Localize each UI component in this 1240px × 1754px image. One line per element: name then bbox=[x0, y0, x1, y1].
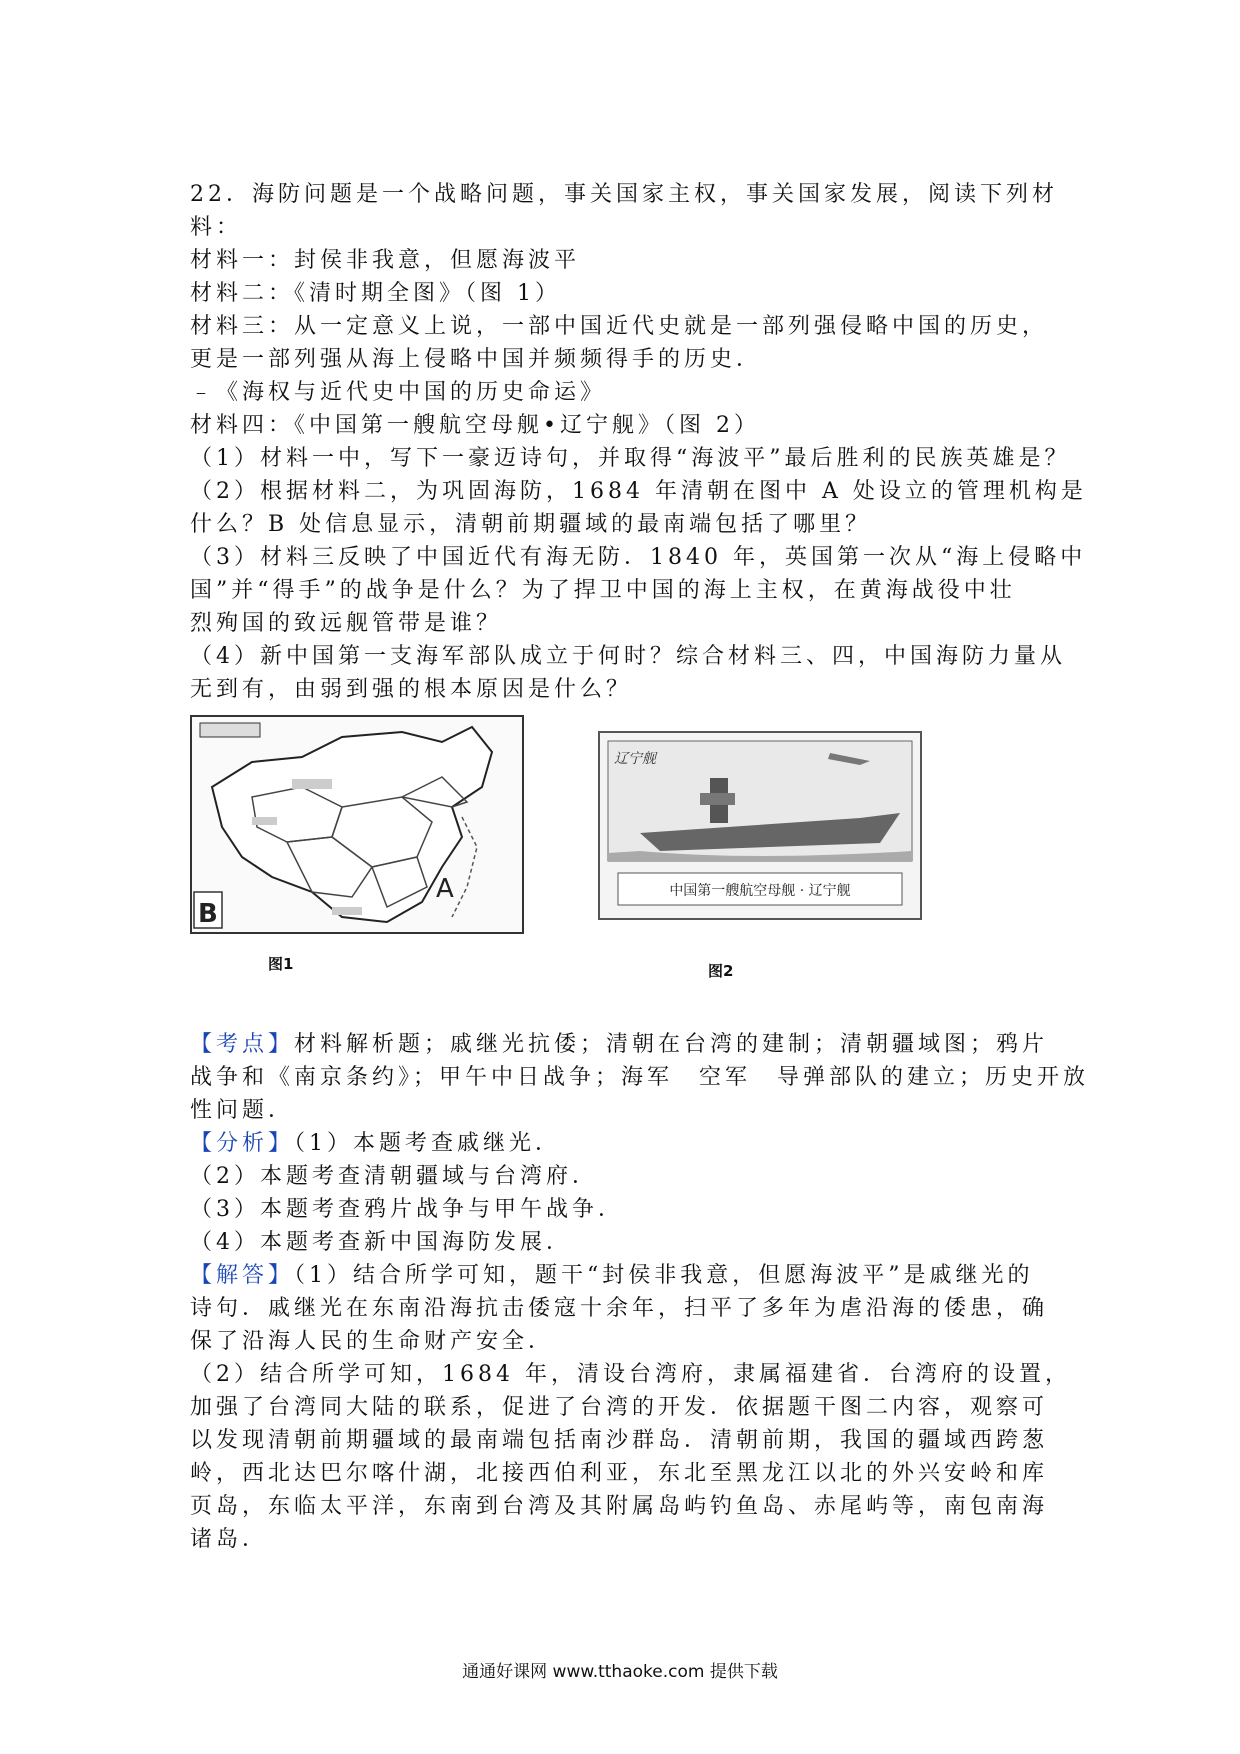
kaodian-cont: 战争和《南京条约》；甲午中日战争；海军 空军 导弹部队的建立；历史开放 bbox=[190, 1065, 1090, 1090]
map-label-b: B bbox=[198, 899, 218, 929]
fenxi-line bbox=[190, 1127, 1070, 1160]
jieda-6: 以发现清朝前期疆域的最南端包括南沙群岛．清朝前期，我国的疆域西跨葱 bbox=[190, 1428, 1049, 1453]
map-label-a: A bbox=[436, 874, 454, 904]
jieda-4: （2）结合所学可知，1684 年，清设台湾府，隶属福建省．台湾府的设置， bbox=[190, 1362, 1071, 1387]
answer-block bbox=[190, 1028, 1090, 1556]
question-stem: 22．海防问题是一个战略问题，事关国家主权，事关国家发展，阅读下列材 bbox=[190, 182, 1058, 207]
jieda-3: 保了沿海人民的生命财产安全． bbox=[190, 1329, 555, 1354]
material-one: 材料一：封侯非我意，但愿海波平 bbox=[190, 248, 581, 273]
kaodian-tag: 【考点】 bbox=[190, 1032, 295, 1057]
footer-watermark: 通通好课网 www.tthaoke.com 提供下载 bbox=[462, 1662, 778, 1682]
sub-question-3-cont: 国”并“得手”的战争是什么？为了捍卫中国的海上主权，在黄海战役中壮 bbox=[190, 578, 1016, 603]
fenxi-2: （2）本题考查清朝疆域与台湾府． bbox=[190, 1164, 598, 1189]
material-four: 材料四：《中国第一艘航空母舰•辽宁舰》（图 2） bbox=[190, 413, 760, 438]
figures-row bbox=[190, 715, 950, 995]
kaodian-text: 材料解析题；戚继光抗倭；清朝在台湾的建制；清朝疆域图；鸦片 bbox=[294, 1032, 1049, 1057]
jieda-tag: 【解答】 bbox=[190, 1263, 295, 1288]
jieda-2: 诗句．戚继光在东南沿海抗击倭寇十余年，扫平了多年为虐沿海的倭患，确 bbox=[190, 1296, 1049, 1321]
fenxi-text: （1）本题考查戚继光． bbox=[294, 1131, 562, 1156]
material-three: 材料三：从一定意义上说，一部中国近代史就是一部列强侵略中国的历史， bbox=[190, 314, 1049, 339]
sub-question-4-cont: 无到有，由弱到强的根本原因是什么？ bbox=[190, 677, 633, 702]
jieda-9: 诸岛． bbox=[190, 1527, 269, 1552]
jieda-text: （1）结合所学可知，题干“封侯非我意，但愿海波平”是戚继光的 bbox=[294, 1263, 1034, 1288]
ship-banner: 中国第一艘航空母舰 · 辽宁舰 bbox=[669, 883, 851, 899]
sub-question-3-cont2: 烈殉国的致远舰管带是谁？ bbox=[190, 611, 503, 636]
material-three-cont: 更是一部列强从海上侵略中国并频频得手的历史． bbox=[190, 347, 763, 372]
qing-map-image bbox=[192, 717, 522, 932]
qing-map-figure bbox=[190, 715, 524, 934]
jieda-line bbox=[190, 1259, 1070, 1292]
kaodian-cont2: 性问题． bbox=[190, 1098, 295, 1123]
material-two: 材料二：《清时期全图》（图 1） bbox=[190, 281, 561, 306]
jieda-7: 岭，西北达巴尔喀什湖，北接西伯利亚，东北至黑龙江以北的外兴安岭和库 bbox=[190, 1461, 1049, 1486]
figure-2-caption: 图2 bbox=[708, 962, 734, 980]
kaodian-line bbox=[190, 1028, 1070, 1061]
question-stem-cont: 料： bbox=[190, 215, 243, 240]
sub-question-3: （3）材料三反映了中国近代有海无防．1840 年，英国第一次从“海上侵略中 bbox=[190, 545, 1087, 570]
sub-question-4: （4）新中国第一支海军部队成立于何时？综合材料三、四，中国海防力量从 bbox=[190, 644, 1066, 669]
liaoning-carrier-image bbox=[600, 733, 920, 918]
fenxi-tag: 【分析】 bbox=[190, 1131, 295, 1156]
jieda-5: 加强了台湾同大陆的联系，促进了台湾的开发．依据题干图二内容，观察可 bbox=[190, 1395, 1049, 1420]
fenxi-4: （4）本题考查新中国海防发展． bbox=[190, 1230, 572, 1255]
jieda-8: 页岛，东临太平洋，东南到台湾及其附属岛屿钓鱼岛、赤尾屿等，南包南海 bbox=[190, 1494, 1049, 1519]
sub-question-2: （2）根据材料二，为巩固海防，1684 年清朝在图中 A 处设立的管理机构是 bbox=[190, 479, 1087, 504]
figure-1-caption: 图1 bbox=[268, 955, 294, 973]
ship-logo: 辽宁舰 bbox=[614, 751, 656, 767]
sub-question-1: （1）材料一中，写下一豪迈诗句，并取得“海波平”最后胜利的民族英雄是？ bbox=[190, 446, 1071, 471]
sub-question-2-cont: 什么？B 处信息显示，清朝前期疆域的最南端包括了哪里？ bbox=[190, 512, 872, 537]
material-three-source: ﹣《海权与近代史中国的历史命运》 bbox=[190, 380, 607, 405]
liaoning-carrier-figure bbox=[598, 731, 922, 920]
question-block bbox=[190, 178, 1087, 706]
fenxi-3: （3）本题考查鸦片战争与甲午战争． bbox=[190, 1197, 624, 1222]
